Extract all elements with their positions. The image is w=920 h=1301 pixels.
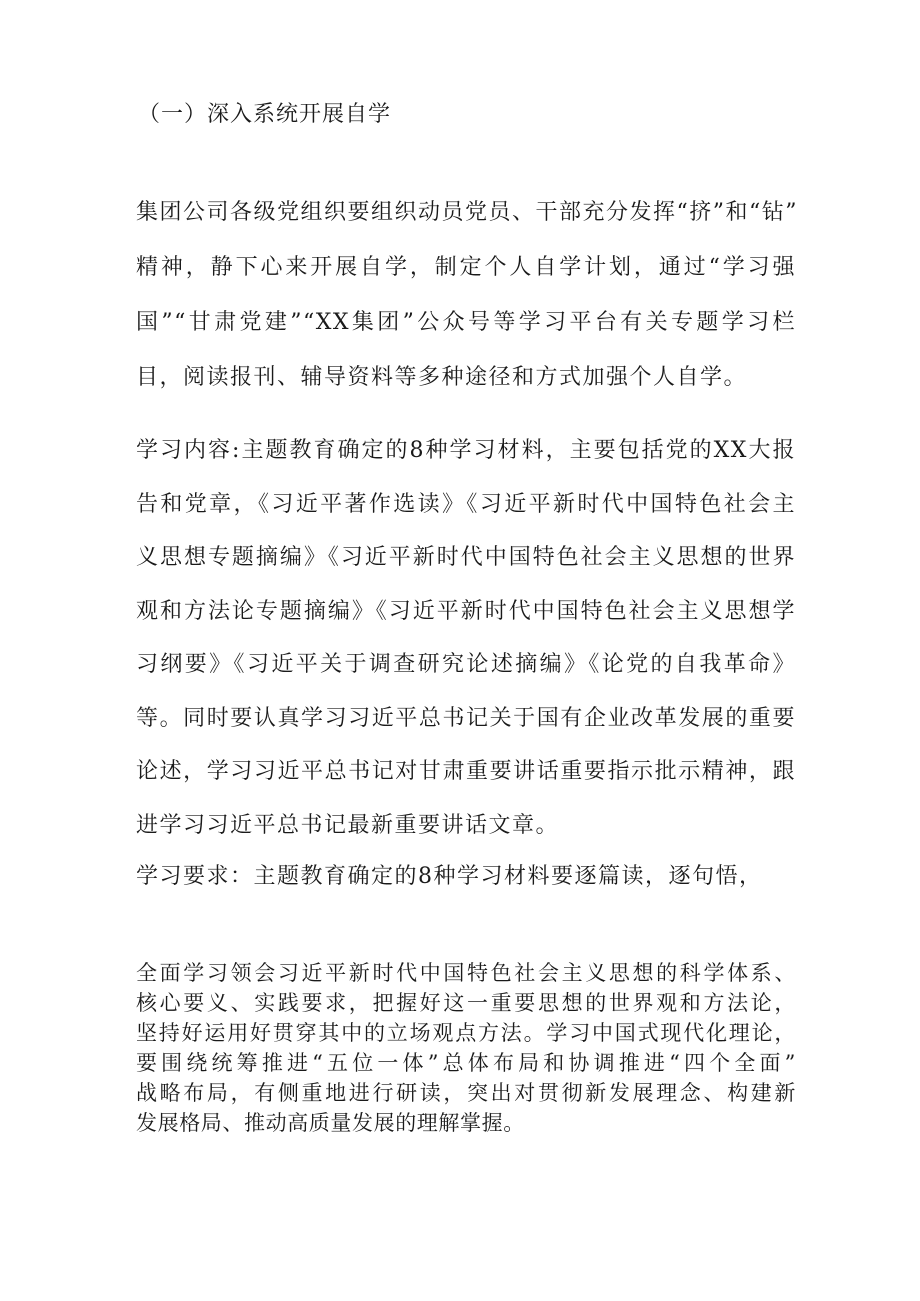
- section-heading: （一）深入系统开展自学: [138, 102, 392, 127]
- paragraph-comprehensive: [136, 958, 796, 1138]
- paragraph-content: [136, 424, 796, 852]
- text-line: 观和方法论专题摘编》《习近平新时代中国特色社会主义思想学: [136, 598, 796, 624]
- text-line: 目，阅读报刊、辅导资料等多种途径和方式加强个人自学。: [136, 365, 748, 390]
- paragraph-requirements: [136, 857, 796, 897]
- text-line: 进学习习近平总书记最新重要讲话文章。: [136, 812, 560, 838]
- paragraph-self-study: [136, 185, 796, 405]
- text-line: 告和党章，《习近平著作选读》《习近平新时代中国特色社会主: [136, 491, 796, 517]
- text-line: 全面学习领会习近平新时代中国特色社会主义思想的科学体系、: [136, 961, 796, 985]
- text-line: 发展格局、推动高质量发展的理解掌握。: [136, 1111, 525, 1135]
- text-line: 集团公司各级党组织要组织动员党员、干部充分发挥“挤”和“钻”: [136, 200, 798, 225]
- text-line: 等。同时要认真学习习近平总书记关于国有企业改革发展的重要: [136, 705, 796, 731]
- text-line: 习纲要》《习近平关于调查研究论述摘编》《论党的自我革命》: [136, 652, 796, 677]
- text-line: 国”“甘肃党建”“XX集团”公众号等学习平台有关专题学习栏: [136, 310, 796, 335]
- text-line: 学习内容:主题教育确定的8种学习材料，主要包括党的XX大报: [136, 438, 796, 463]
- text-line: 坚持好运用好贯穿其中的立场观点方法。学习中国式现代化理论，: [136, 1021, 796, 1045]
- text-line: 学习要求：主题教育确定的8种学习材料要逐篇读，逐句悟，: [136, 864, 763, 889]
- text-line: 精神，静下心来开展自学，制定个人自学计划，通过“学习强: [136, 255, 796, 280]
- text-line: 战略布局，有侧重地进行研读，突出对贯彻新发展理念、构建新: [136, 1081, 796, 1105]
- text-line: 核心要义、实践要求，把握好这一重要思想的世界观和方法论，: [136, 991, 796, 1015]
- text-line: 要围绕统筹推进“五位一体”总体布局和协调推进“四个全面”: [136, 1051, 796, 1075]
- text-line: 义思想专题摘编》《习近平新时代中国特色社会主义思想的世界: [136, 545, 796, 570]
- text-line: 论述，学习习近平总书记对甘肃重要讲话重要指示批示精神，跟: [136, 759, 796, 784]
